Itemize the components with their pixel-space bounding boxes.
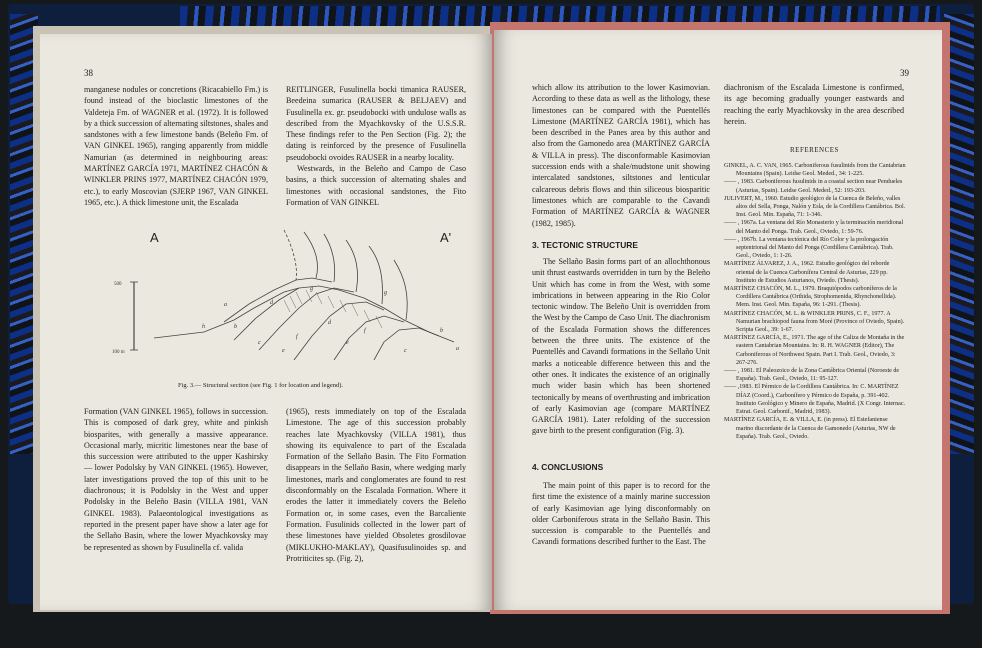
unit-label: f xyxy=(296,334,298,340)
left-col2-top xyxy=(286,84,466,208)
page-number: 39 xyxy=(900,68,909,78)
scale-bottom-label: 100 m xyxy=(112,350,125,355)
reference-item: —— , 1967a. La ventana del Río Monasterio y la terminación meridional del Manto del Ponga. Trab. Geol., Oviedo, 1: 59-76. xyxy=(724,220,904,235)
unit-label: c xyxy=(404,348,407,354)
scale-top-label: 500 xyxy=(114,282,122,287)
reference-item: MARTÍNEZ GARCÍA, E. & VILLA, E. (in press). El Estefaniense marino discordante de la Cuenca de Gamonedo (Asturias, NW de España). Trab. Geol., Oviedo. xyxy=(724,417,896,440)
unit-label: e xyxy=(282,348,285,354)
reference-item: —— ,1983. El Pérmico de la Cordillera Cantábrica. In: C. MARTÍNEZ DÍAZ (Coord.), Carbonífero y Pérmico de España, p. 391-402. Instituto Geológico y Minero de España, Madrid. (X Congr. Internac. Estrat. Geol. Carbonif., Madrid, 1983). xyxy=(724,384,906,416)
reference-item: —— , 1981. El Paleozoico de la Zona Cantábrica Oriental (Noroeste de España). Trab. Geol., Oviedo, 11: 95-127. xyxy=(724,368,900,383)
reference-item: —— , 1967b. La ventana tectónica del Río Color y la prolongación septentrional del Manto del Ponga (Cordillera Cantábrica). Trab. Geol., Oviedo, 1: 1-26. xyxy=(724,236,894,260)
unit-label: d xyxy=(328,320,331,326)
paragraph: which allow its attribution to the lower Kasimovian. According to these data as well as the lithology, these limestones can be compared with the Puentellés Limestone (MARTÍNEZ GARCÍA 1981), which has been described in the Panes area by this author and also from the Gamonedo area (MARTÍNEZ GARCÍA & VILLA in press). The disconformable Kasimovian succession ends with a shale/mudstone unit showing intercalated sandstones, siltstones and lenticular calcareous debris flows and thin siliceous biosparitic limestones which are comparable to the Cavandi Formation of MARTÍNEZ GARCÍA & WAGNER (1982, 1985). xyxy=(532,83,710,228)
unit-label: f xyxy=(364,328,366,334)
unit-label: b xyxy=(440,328,443,334)
topographic-profile xyxy=(154,286,454,342)
paragraph: Westwards, in the Beleño and Campo de Caso basins, a thick succession of alternating shales and limestones with occasional sandstones, the Fito Formation of VAN GINKEL xyxy=(286,164,466,207)
right-col1-section3 xyxy=(532,256,710,437)
reference-item: MARTÍNEZ CHACÓN, M. L., 1979. Braquiópodos carboníferos de la Cordillera Cantábrica (Orthida, Strophomenida, Rhynchonellida). Mem. Inst. Geol. Min. España, 96: 1-291. (Thesis). xyxy=(724,286,897,309)
unit-label: c xyxy=(258,340,261,346)
unit-label: a xyxy=(456,346,459,352)
right-col1-section4 xyxy=(532,480,710,548)
page-number: 38 xyxy=(84,68,93,78)
paragraph: The Sellaño Basin forms part of an allochthonous unit thrust eastwards overridden in turn by the Beleño Unit which has come in from the West, with some imbrications in between appearing in the Rio Color tectonic window. The Beleño Unit is overridden from the West by the Campo de Caso Unit. The diachronism of the Escalada Formation shows the differences between the three units. The existence of the Puentellés and Cavandi formations in the Sellaño Unit marks a noticeable difference between this and the other ones. It indicates the existence of an originally much wider basin which has been shortened tectonically by means of overthrusting and imbrication of early Kasimovian age (compare MARTÍNEZ GARCÍA 1981). Later refolding of the succession gave birth to the present configuration (Fig. 3). xyxy=(532,257,710,436)
references-title: REFERENCES xyxy=(790,146,839,154)
structural-section-svg xyxy=(84,220,474,380)
references-list xyxy=(724,162,906,441)
left-col2-bottom xyxy=(286,406,466,564)
left-page xyxy=(40,34,492,610)
figure-caption: Fig. 3.— Structural section (see Fig. 1 for location and legend). xyxy=(178,382,343,389)
unit-label: b xyxy=(234,324,237,330)
right-page xyxy=(494,30,942,610)
reference-item: GINKEL, A. C. VAN, 1965. Carboniferous fusulinids from the Cantabrian Mountains (Spain). Leidse Geol. Meded., 34: 1-225. xyxy=(724,163,906,178)
section-heading-4: 4. CONCLUSIONS xyxy=(532,462,604,472)
unit-label: a xyxy=(224,302,227,308)
paragraph: manganese nodules or concretions (Ricacabiello Fm.) is found instead of the bioclastic limestones of the Valdeteja Fm. of WAGNER et al. (1972). It is followed by a thick succession of alternating siltstones, shales and sandstones with a few limestone bands (Beleño Fm. of VAN GINKEL 1965), ranging apparently from middle Namurian (as determined in neighbouring areas: MARTÍNEZ GARCÍA 1971, MARTÍNEZ CHACÓN & WINKLER PRINS 1977, MARTÍNEZ CHACÓN 1979, etc.), to early Moscovian (SJERP 1967, VAN GINKEL 1965, etc.). A thick limestone unit, the Escalada xyxy=(84,85,268,207)
unit-label: d xyxy=(270,300,273,306)
paragraph: Formation (VAN GINKEL 1965), follows in succession. This is composed of dark grey, white and pinkish biosparites, with generally a massive appearance. Occasional marly, micritic limestones near the base of this succession were attributed to the upper Kashirsky — lower Podolsky by VAN GINKEL (1965). However, later investigations proved the top of this unit to be diachronous; it is Podolsky in the West and upper Podolsky in the Beleño Basin (VILLA 1981, VAN GINKEL 1983). Palaeontological investigations as reported in the present paper have show a later age for the Sellaño Basin, where the lower Myachkovsky may be represented as shown by Fusulinella cf. valida xyxy=(84,407,268,552)
unit-label: g xyxy=(384,290,387,296)
right-col2 xyxy=(724,82,904,127)
reference-item: MARTÍNEZ CHACÓN, M. L. & WINKLER PRINS, C. F., 1977. A Namurian brachiopod fauna from Moré (Province of Oviedo, Spain). Scripta Geol., 39: 1-67. xyxy=(724,310,905,334)
left-col1-top xyxy=(84,84,268,208)
paragraph: diachronism of the Escalada Limestone is confirmed, its age becoming gradually younger eastwards and reaching the early Myachkovsky in the area described herein. xyxy=(724,83,904,126)
reference-item: MARTÍNEZ GARCÍA, E., 1971. The age of the Caliza de Montaña in the eastern Cantabrian Mountains. In: R. H. WAGNER (Editor), The Carboniferous of Northwest Spain. Part I. Trab. Geol., Oviedo, 3: 267-276. xyxy=(724,335,905,366)
unit-label: g xyxy=(310,286,313,292)
reference-item: JULIVERT, M., 1960. Estudio geológico de la Cuenca de Beleño, valles altos del Sella, Ponga, Nalón y Esla, de la Cordillera Cantábrica. Bol. Inst. Geol. Min. España, 71: 1-346. xyxy=(724,195,906,219)
section-end-label: A' xyxy=(440,230,452,245)
section-heading-3: 3. TECTONIC STRUCTURE xyxy=(532,240,638,250)
reference-item: MARTÍNEZ ÁLVAREZ, J. A., 1962. Estudio geológico del reborde oriental de la Cuenca Carbonífera Central de Asturias, 229 pp. Instituto de Estudios Asturianos, Oviedo. (Thesis). xyxy=(724,261,890,284)
structural-section-figure xyxy=(84,220,474,380)
reference-item: —— , 1983. Carboniferous fusulinids in a coastal section near Pendueles (Asturias, Spain). Leidse Geol. Meded., 52: 193-203. xyxy=(724,179,903,194)
unit-label: e xyxy=(346,340,349,346)
right-col1 xyxy=(532,82,710,229)
left-col1-bottom xyxy=(84,406,268,553)
paragraph: The main point of this paper is to record for the first time the existence of a mainly marine succession of early Kasimovian age lying disconformably on older Carboniferous strata in the Sellaño Basin. This succession is comparable to the Puentellés and Cavandi formations described further to the East. The xyxy=(532,481,710,547)
section-start-label: A xyxy=(150,230,159,245)
unit-label: h xyxy=(202,324,205,330)
paragraph: REITLINGER, Fusulinella bocki timanica RAUSER, Beedeina sumarica (RAUSER & BELJAEV) and Fusulinella ex. gr. pseudobocki with undulose walls as described from the Myachkovsky of the U.S.S.R. These findings refer to the Pen Section (Fig. 2); the dating is reinforced by the presence of Fusulinella pseudobocki ovoides RAUSER in a nearby locality. xyxy=(286,85,466,162)
paragraph: (1965), rests immediately on top of the Escalada Limestone. The age of this succession probably reaches late Myachkovsky (VILLA 1981), thus showing its equivalence to part of the Escalada Formation of the Sellaño Basin. The Fito Formation disappears in the Sellaño Basin, where wedging marly limestones, marls and conglomerates are found to rest disconformably on the Escalada Formation. Where it erodes the latter it immediately covers the Beleño Formation or, in some cases, even the Barcaliente Formation. Fusulinids collected in the lower part of these limestones have yielded Obsoletes grosdilovae (MIKLUKHO-MAKLAY), Quasifusulinoides sp. and Protriticites sp. (Fig. 2), xyxy=(286,407,466,563)
